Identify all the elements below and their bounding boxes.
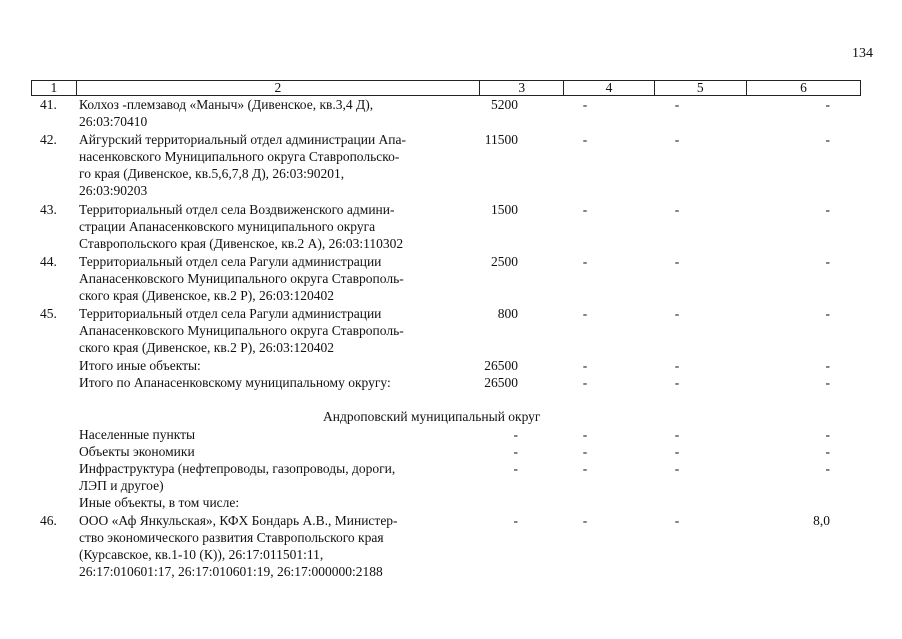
cell-col6: - xyxy=(825,461,830,476)
cell-col4: - xyxy=(582,358,588,373)
cell-col5: - xyxy=(674,444,680,459)
row-description: ООО «Аф Янкульская», КФХ Бондарь А.В., Министер- ство экономического развития Ставропольского края (Курсавское, кв.1-10 (К)), 26:17:011501:11, 26:17:010601:17, 26:17:010601:19, 26:17:000000:2188 xyxy=(79,513,398,579)
cell-col4: - xyxy=(582,254,588,269)
cell-col4: - xyxy=(582,427,588,442)
cell-col4: - xyxy=(582,375,588,390)
cell-col6: - xyxy=(825,427,830,442)
row-number: 44. xyxy=(40,254,57,269)
row-number: 42. xyxy=(40,132,57,147)
row-description: Территориальный отдел села Рагули администрации Апанасенковского Муниципального округа Ставрополь- ского края (Дивенское, кв.2 Р), 26:03:120402 xyxy=(79,306,404,355)
section-title: Андроповский муниципальный округ xyxy=(323,409,541,424)
row-description: Населенные пункты xyxy=(79,427,196,442)
row-description: Инфраструктура (нефтепроводы, газопроводы, дороги, ЛЭП и другое) xyxy=(79,461,396,493)
row-number: 41. xyxy=(40,97,57,112)
cell-col6: - xyxy=(825,306,830,321)
row-description: Колхоз -племзавод «Маныч» (Дивенское, кв.3,4 Д), 26:03:70410 xyxy=(79,97,374,129)
row-description: Территориальный отдел села Воздвиженского админи- страции Апанасенковского муниципального округа Ставропольского края (Дивенское, кв.2 А), 26:03:110302 xyxy=(79,202,404,251)
cell-col6: - xyxy=(825,358,830,373)
cell-col5: - xyxy=(674,513,680,528)
row-number: 46. xyxy=(40,513,57,528)
row-description: Иные объекты, в том числе: xyxy=(79,495,240,510)
column-header-3: 3 xyxy=(480,81,564,96)
column-header-table xyxy=(31,80,861,96)
column-header-6: 6 xyxy=(746,81,860,96)
column-header-2: 2 xyxy=(76,81,479,96)
cell-col5: - xyxy=(674,375,680,390)
cell-col5: - xyxy=(674,202,680,217)
cell-col4: - xyxy=(582,513,588,528)
cell-col6: - xyxy=(825,375,830,390)
cell-col3: - xyxy=(513,427,518,442)
row-description: Итого иные объекты: xyxy=(79,358,201,373)
cell-col5: - xyxy=(674,461,680,476)
column-header-4: 4 xyxy=(564,81,654,96)
cell-col6: - xyxy=(825,444,830,459)
row-description: Итого по Апанасенковскому муниципальному округу: xyxy=(79,375,391,390)
cell-col3: 11500 xyxy=(484,132,518,147)
cell-col3: 1500 xyxy=(491,202,518,217)
cell-col6: - xyxy=(825,97,830,112)
column-header-1: 1 xyxy=(32,81,77,96)
cell-col3: - xyxy=(513,461,518,476)
cell-col6: - xyxy=(825,132,830,147)
cell-col5: - xyxy=(674,306,680,321)
cell-col3: 26500 xyxy=(484,375,518,390)
cell-col4: - xyxy=(582,461,588,476)
row-description: Объекты экономики xyxy=(79,444,195,459)
row-description: Айгурский территориальный отдел администрации Апа- насенковского Муниципального округа Ставропольско- го края (Дивенское, кв.5,6,7,8 Д), 26:03:90201, 26:03:90203 xyxy=(79,132,406,198)
cell-col3: - xyxy=(513,513,518,528)
cell-col4: - xyxy=(582,444,588,459)
row-description: Территориальный отдел села Рагули администрации Апанасенковского Муниципального округа Ставрополь- ского края (Дивенское, кв.2 Р), 26:03:120402 xyxy=(79,254,404,303)
cell-col3: 800 xyxy=(497,306,518,321)
row-number: 45. xyxy=(40,306,57,321)
cell-col5: - xyxy=(674,97,680,112)
cell-col4: - xyxy=(582,306,588,321)
page-number: 134 xyxy=(852,46,873,61)
cell-col3: - xyxy=(513,444,518,459)
cell-col5: - xyxy=(674,358,680,373)
row-number: 43. xyxy=(40,202,57,217)
cell-col3: 26500 xyxy=(484,358,518,373)
column-header-5: 5 xyxy=(654,81,746,96)
cell-col5: - xyxy=(674,132,680,147)
cell-col4: - xyxy=(582,97,588,112)
cell-col5: - xyxy=(674,427,680,442)
cell-col6: 8,0 xyxy=(813,513,830,528)
cell-col5: - xyxy=(674,254,680,269)
cell-col3: 2500 xyxy=(491,254,518,269)
cell-col4: - xyxy=(582,202,588,217)
cell-col3: 5200 xyxy=(491,97,518,112)
cell-col4: - xyxy=(582,132,588,147)
cell-col6: - xyxy=(825,202,830,217)
cell-col6: - xyxy=(825,254,830,269)
